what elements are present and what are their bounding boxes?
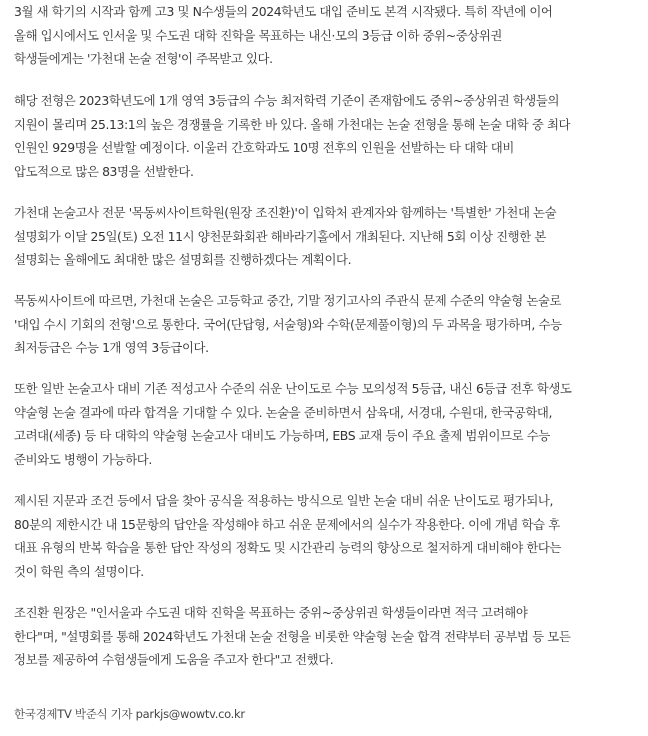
text-line: 지원이 몰리며 25.13:1의 높은 경쟁률을 기록한 바 있다. 올해 가천대는 논술 전형을 통해 논술 대학 중 최다 (14, 116, 571, 132)
paragraph-2 (14, 89, 644, 183)
text-line: 인원인 929명을 선발할 예정이다. 이울러 간호학과도 10명 전후의 인원을 선발하는 타 대학 대비 (14, 140, 514, 155)
text-line: 80분의 제한시간 내 15문항의 답안을 작성해야 하고 쉬운 문제에서의 실수가 작용한다. 이에 개념 학습 후 (14, 516, 560, 532)
text-line: 준비와도 병행이 가능하다. (14, 451, 152, 467)
text-line: 설명회가 이달 25일(토) 오전 11시 양천문화회관 해바라기홀에서 개최된다. 지난해 5회 이상 진행한 본 (14, 228, 546, 244)
text-line: '대입 수시 기회의 전형'으로 통한다. 국어(단답형, 서술형)와 수학(문제풀이형)의 두 과목을 평가하며, 수능 (14, 316, 562, 332)
text-line: 올해 입시에서도 인서울 및 수도권 대학 진학을 목표하는 내신·모의 3등급 이하 중위~중상위권 (14, 27, 502, 43)
text-line: 한다"며, "설명회를 통해 2024학년도 가천대 논술 전형을 비롯한 약술형 논술 합격 전략부터 공부법 등 모든 (14, 628, 571, 644)
text-line: 학생들에게는 '가천대 논술 전형'이 주목받고 있다. (14, 51, 273, 66)
paragraph-3 (14, 201, 644, 272)
text-line: 설명회는 올해에도 최대한 많은 설명회를 진행하겠다는 계획이다. (14, 252, 352, 267)
text-line: 약술형 논술 결과에 따라 합격을 기대할 수 있다. 논술을 준비하면서 삼육대, 서경대, 수원대, 한국공학대, (14, 404, 553, 420)
paragraph-7 (14, 601, 644, 672)
text-line: 압도적으로 많은 83명을 선발한다. (14, 163, 194, 179)
text-line: 또한 일반 논술고사 대비 기존 적성고사 수준의 쉬운 난이도로 수능 모의성적 5등급, 내신 6등급 전후 학생도 (14, 381, 572, 396)
paragraph-4 (14, 289, 644, 360)
text-line: 제시된 지문과 조건 등에서 답을 찾아 공식을 적용하는 방식으로 일반 논술 대비 쉬운 난이도로 평가되나, (14, 493, 553, 508)
text-line: 조진환 원장은 "인서울과 수도권 대학 진학을 목표하는 중위~중상위권 학생들이라면 적극 고려해야 (14, 605, 528, 620)
text-line: 목동씨사이트에 따르면, 가천대 논술은 고등학교 중간, 기말 정기고사의 주관식 문제 수준의 약술형 논술로 (14, 293, 562, 308)
text-line: 고려대(세종) 등 타 대학의 약술형 논술고사 대비도 가능하며, EBS 교재 등이 주요 출제 범위이므로 수능 (14, 428, 550, 443)
text-line: 대표 유형의 반복 학습을 통한 답안 작성의 정확도 및 시간관리 능력의 향상으로 철저하게 대비해야 한다는 (14, 540, 562, 555)
text-line: 최저등급은 수능 1개 영역 3등급이다. (14, 340, 209, 355)
text-line: 것이 학원 측의 설명이다. (14, 563, 144, 579)
text-line: 정보를 제공하여 수험생들에게 도움을 주고자 한다"고 전했다. (14, 652, 334, 667)
text-line: 가천대 논술고사 전문 '목동씨사이트학원(원장 조진환)'이 입학처 관계자와 함께하는 '특별한' 가천대 논술 (14, 205, 557, 220)
byline: 한국경제TV 박준식 기자 parkjs@wowtv.co.kr (14, 707, 245, 721)
paragraph-6 (14, 489, 644, 583)
text-line: 해당 전형은 2023학년도에 1개 영역 3등급의 수능 최저학력 기준이 존재함에도 중위~중상위권 학생들의 (14, 93, 560, 108)
paragraph-5 (14, 377, 644, 471)
paragraph-1 (14, 0, 644, 71)
text-line: 3월 새 학기의 시작과 함께 고3 및 N수생들의 2024학년도 대입 준비도 본격 시작됐다. 특히 작년에 이어 (14, 4, 553, 19)
